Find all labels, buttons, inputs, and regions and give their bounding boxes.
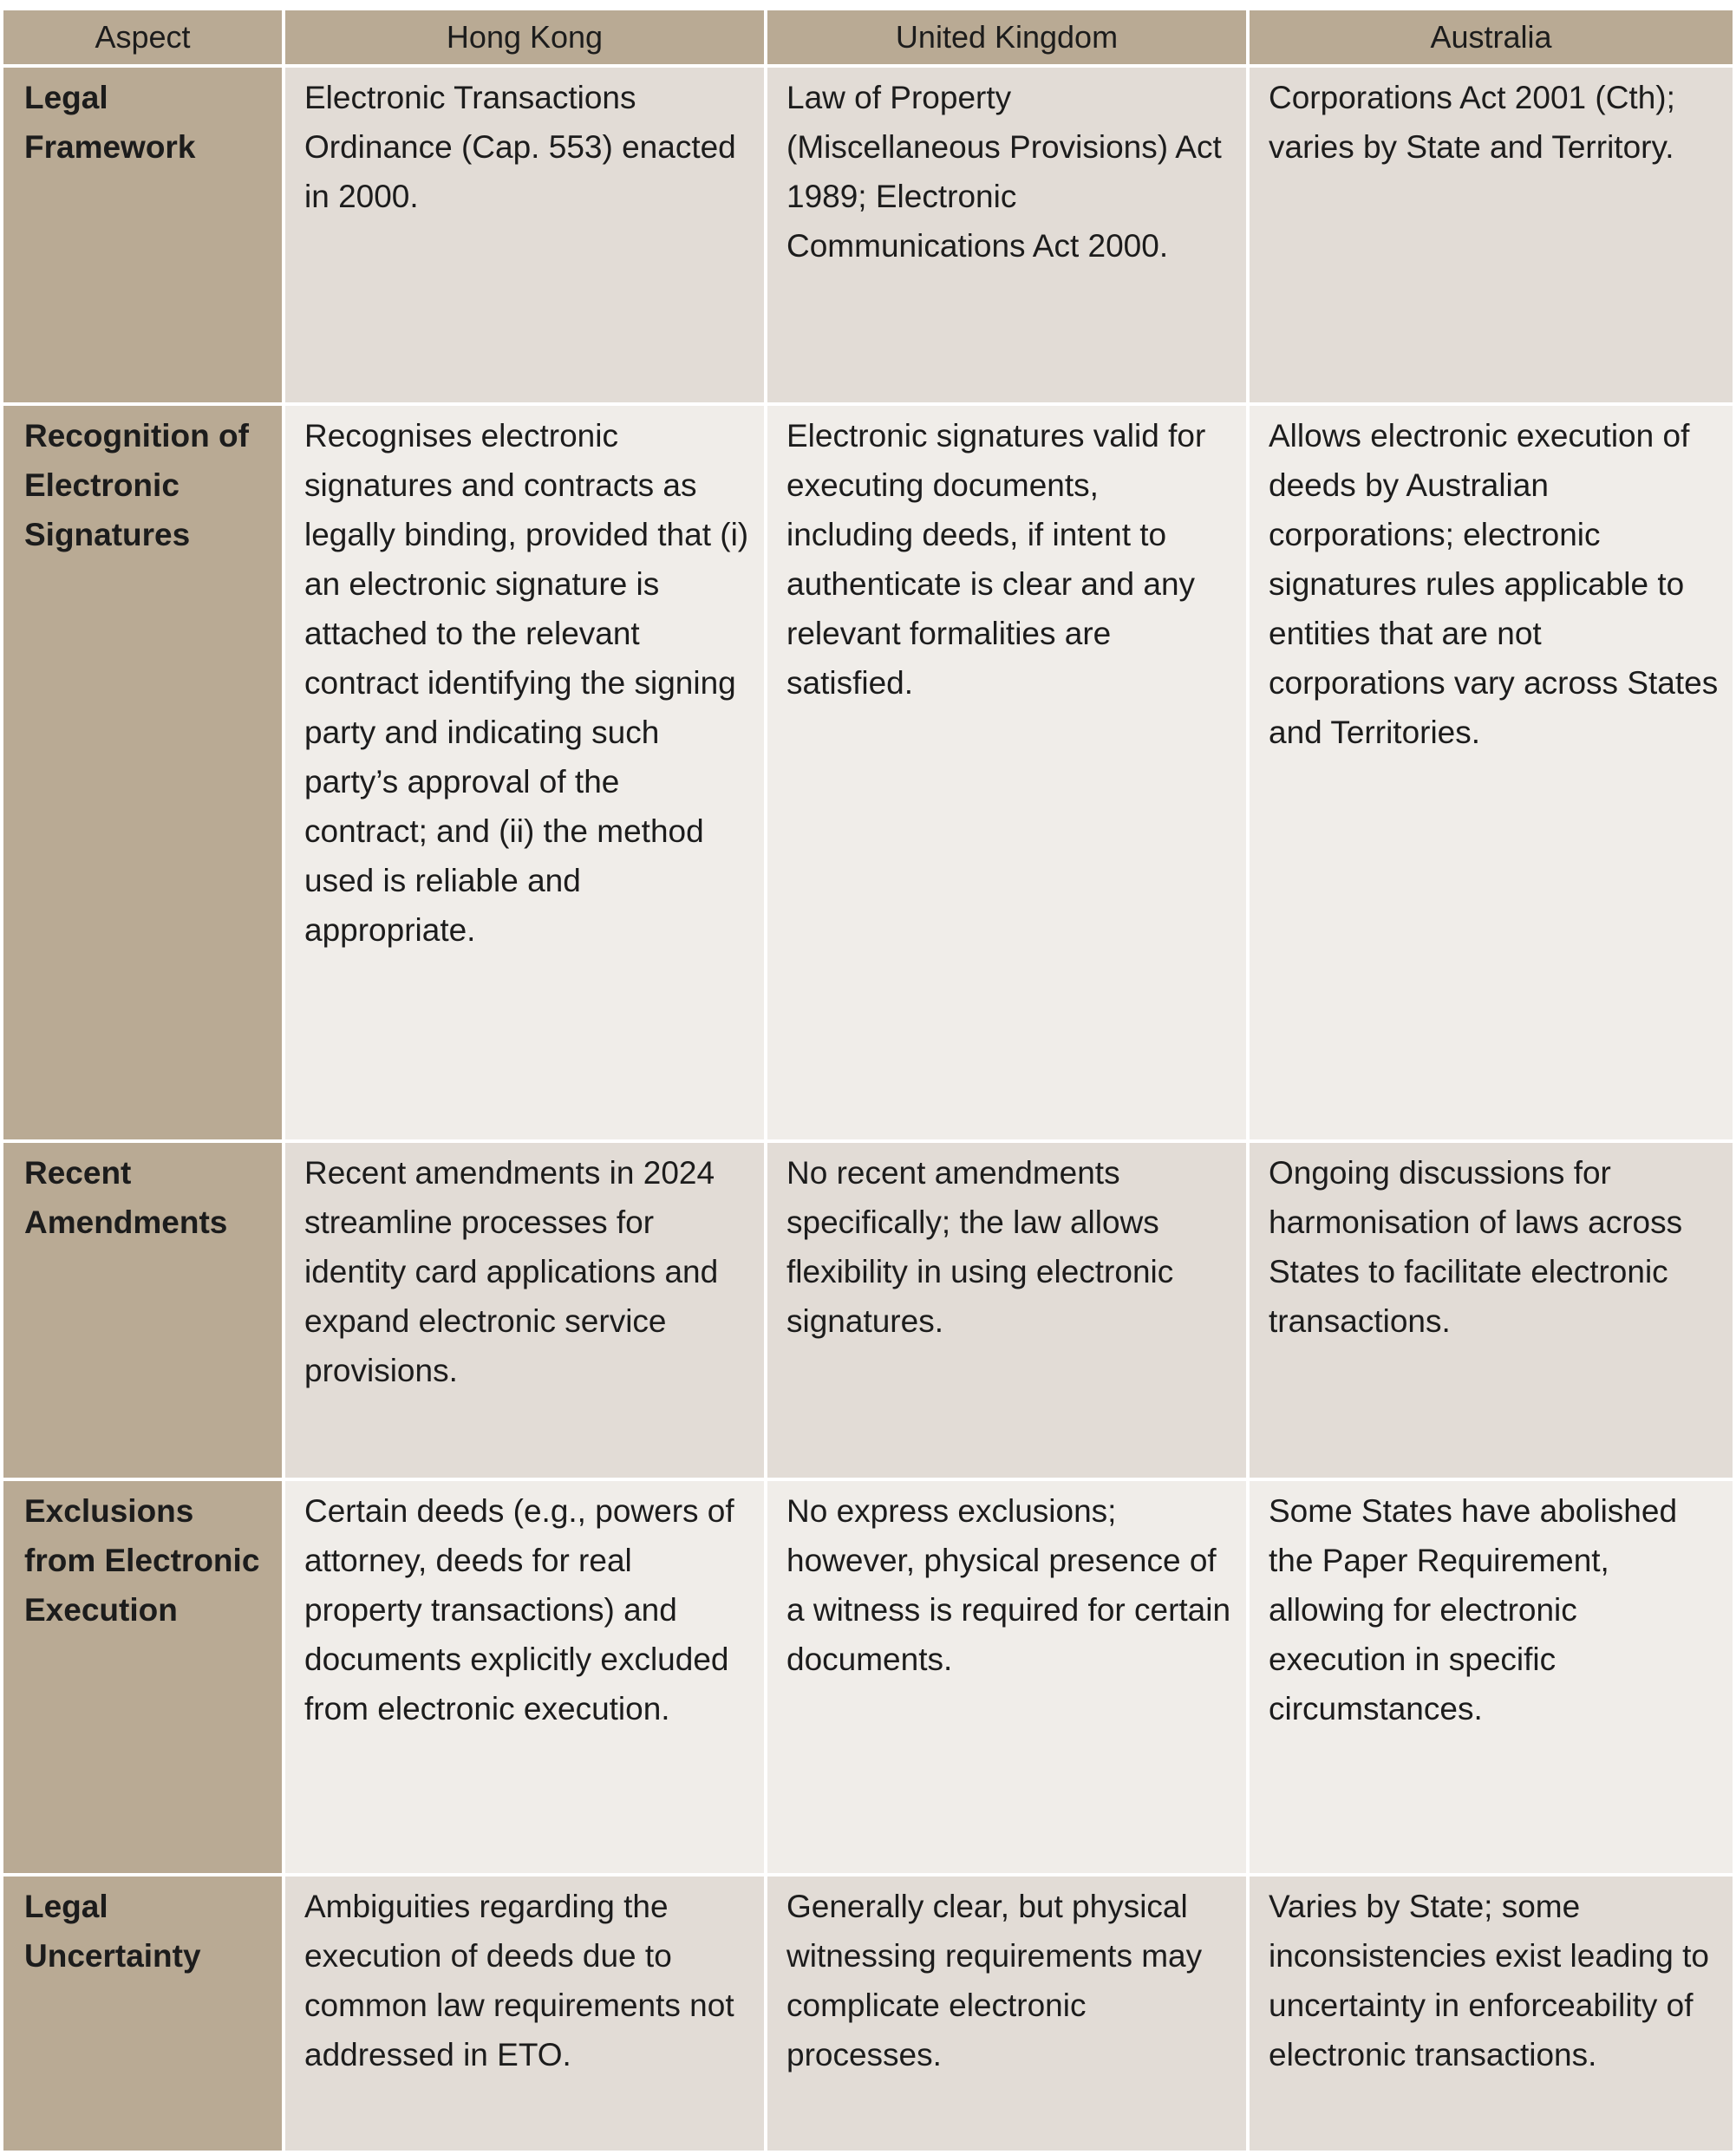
aspect-cell: Legal Uncertainty [3,1875,284,2152]
table-body [3,66,1733,2152]
hong-kong-cell: Recent amendments in 2024 streamline processes for identity card applications and expand electronic service provisions. [284,1141,766,1479]
aspect-cell: Legal Framework [3,66,284,404]
united-kingdom-cell: No express exclusions; however, physical presence of a witness is required for certain documents. [766,1479,1248,1875]
hong-kong-cell: Ambiguities regarding the execution of deeds due to common law requirements not addressed in ETO. [284,1875,766,2152]
table-header [3,10,1733,66]
united-kingdom-cell: Electronic signatures valid for executing documents, including deeds, if intent to authenticate is clear and any relevant formalities are satisfied. [766,404,1248,1141]
hong-kong-cell: Recognises electronic signatures and contracts as legally binding, provided that (i) an electronic signature is attached to the relevant contract identifying the signing party and indicating such party’s approval of the contract; and (ii) the method used is reliable and appropriate. [284,404,766,1141]
australia-cell: Ongoing discussions for harmonisation of laws across States to facilitate electronic transactions. [1248,1141,1733,1479]
table-row [3,404,1733,1141]
header-hong-kong: Hong Kong [284,10,766,66]
table-row [3,1479,1733,1875]
australia-cell: Some States have abolished the Paper Requirement, allowing for electronic execution in specific circumstances. [1248,1479,1733,1875]
united-kingdom-cell: Generally clear, but physical witnessing requirements may complicate electronic processes. [766,1875,1248,2152]
table-row [3,66,1733,404]
australia-cell: Varies by State; some inconsistencies exist leading to uncertainty in enforceability of electronic transactions. [1248,1875,1733,2152]
hong-kong-cell: Certain deeds (e.g., powers of attorney, deeds for real property transactions) and documents explicitly excluded from electronic execution. [284,1479,766,1875]
header-row [3,10,1733,66]
hong-kong-cell: Electronic Transactions Ordinance (Cap. 553) enacted in 2000. [284,66,766,404]
header-aspect: Aspect [3,10,284,66]
comparison-table [3,10,1733,2154]
header-united-kingdom: United Kingdom [766,10,1248,66]
comparison-table-container [3,10,1733,2154]
united-kingdom-cell: No recent amendments specifically; the law allows flexibility in using electronic signatures. [766,1141,1248,1479]
table-row [3,1141,1733,1479]
united-kingdom-cell: Law of Property (Miscellaneous Provisions) Act 1989; Electronic Communications Act 2000. [766,66,1248,404]
header-australia: Australia [1248,10,1733,66]
aspect-cell: Exclusions from Electronic Execution [3,1479,284,1875]
australia-cell: Corporations Act 2001 (Cth); varies by State and Territory. [1248,66,1733,404]
australia-cell: Allows electronic execution of deeds by Australian corporations; electronic signatures rules applicable to entities that are not corporations vary across States and Territories. [1248,404,1733,1141]
table-row [3,1875,1733,2152]
aspect-cell: Recent Amendments [3,1141,284,1479]
aspect-cell: Recognition of Electronic Signatures [3,404,284,1141]
